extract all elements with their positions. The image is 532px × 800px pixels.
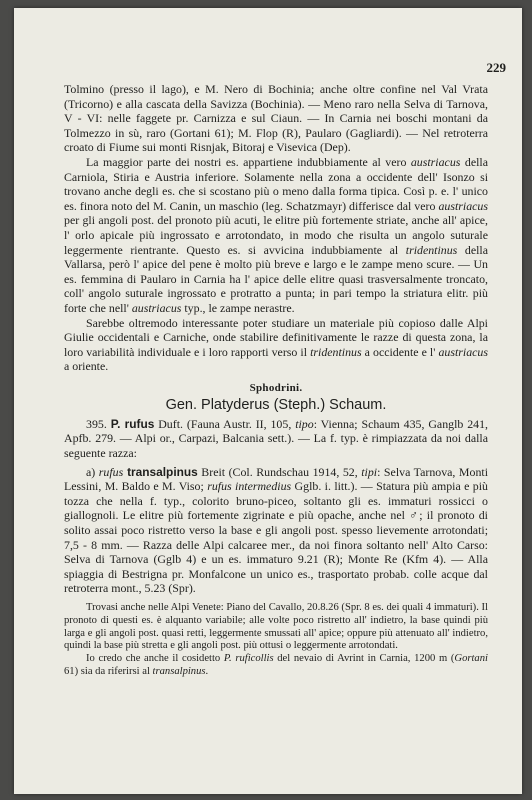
species-name: P. rufus: [110, 416, 155, 431]
note-alpi-venete: Trovasi anche nelle Alpi Venete: Piano del Cavallo, 20.8.26 (Spr. 8 es. dei quali 4 immaturi). Il pronoto di questi es. è alquanto variabile; alle volte poco ristretto all' indietro, la base quindi più larga e gli angoli post. quasi retti, leggermente smussati all' apice; oppure più attenuato all' indietro, quindi la base più stretta e gli angoli post. più ottusi o leggermente arrotondati.: [64, 602, 488, 652]
paragraph-further-study: Sarebbe oltremodo interessante poter studiare un materiale più copioso dalle Alpi Giulie occidentali e Carniche, onde stabilire definitivamente le razze di questa zona, la loro variabilità individuale e i loro rapporti verso il tridentinus a occidente e l' austriacus a oriente.: [64, 315, 488, 374]
genus-heading: Gen. Platyderus (Steph.) Schaum.: [165, 396, 387, 413]
note-ruficollis: Io credo che anche il cosidetto P. ruficollis del nevaio di Avrint in Carnia, 1200 m (Gortani 61) sia da riferirsi al transalpinus.: [64, 653, 488, 677]
species-entry: 395. P. rufus Duft. (Fauna Austr. II, 105, tipo: Vienna; Schaum 435, Ganglb 241, Apfb. 279. — Alpi or., Carpazi, Balcania sett.). — La f. typ. è rimpiazzata da noi dalla seguente razza:: [64, 416, 489, 461]
page-number: 229: [486, 60, 506, 75]
paragraph-austriacus: La maggior parte dei nostri es. appartiene indubbiamente al vero austriacus della Carniola, Stiria e Austria inferiore. Solamente nella zona a occidente dell' Isonzo si trovano anche degli es. che si scostano più o meno dalla forma tipica. Così p. e. l' unico es. finora noto del M. Canin, un maschio (leg. Schatzmayr) differisce dal vero austriacus per gli angoli post. del pronoto più acuti, le elitre più fortemente striate, anche all' apice, l' orlo apicale più ingrossato e arrotondato, in modo che risulta un angolo suturale leggermente rientrante. Questo es. si avvicina indubbiamente al tridentinus della Vallarsa, però l' apice del pene è molto più breve e largo e le zampe meno scure. — Un es. femmina di Paularo in Carnia ha l' apice delle elitre quasi trasversalmente troncato, coll' angolo suturale ingrossato e protratto a punta; in pari tempo la striatura elitr. più forte che nell' austriacus typ., le zampe nerastre.: [64, 154, 488, 315]
book-page: [14, 8, 522, 794]
page-content: [64, 82, 488, 679]
paragraph-distribution: Tolmino (presso il lago), e M. Nero di Bochinia; anche oltre confine nel Val Vrata (Tricorno) e alla cascata della Savizza (Bochinia). — Meno raro nella Selva di Tarnova, V - VI: nelle faggete pr. Carnizza e sul Ciaun. — In Carnia nei boschi montani da Tolmezzo in sù, raro (Gortani 61); M. Flop (R), Paularo (Gagliardi). — Nel retroterra croato di Fiume sui monti Risnjak, Bitoraj e Visevica (Dep).: [64, 82, 488, 155]
subspecies-name: transalpinus: [123, 464, 198, 479]
notes-block: [64, 602, 488, 679]
subspecies-entry: a) rufus transalpinus Breit (Col. Rundschau 1914, 52, tipi: Selva Tarnova, Monti Lessini, M. Baldo e M. Viso; rufus intermedius Gglb. i. litt.). — Statura più ampia e più tozza che nella f. typ., colorito bruno-piceo, soltanto gli es. immaturi rossicci o giallognoli. Le elitre più fortemente zigrinate e più opache, anche nel ♂; il pronoto di solito assai poco ristretto verso la base e gli angoli post. spesso lievemente arrotondati; 7,5 - 8 mm. — Razza delle Alpi calcaree mer., da noi finora soltanto nell' Alto Carso: Selva di Tarnova (Gglb 4) e un es. immaturo 9.21 (R); Monte Re (Kfm 4). — Alla spiaggia di Bestrigna pr. Monfalcone un unico es., trasportato probab. colle acque dal retroterra mont., 5.23 (Spr).: [64, 464, 488, 596]
species-number: 395.: [86, 416, 107, 431]
section-heading: Sphodrini.: [249, 381, 303, 394]
